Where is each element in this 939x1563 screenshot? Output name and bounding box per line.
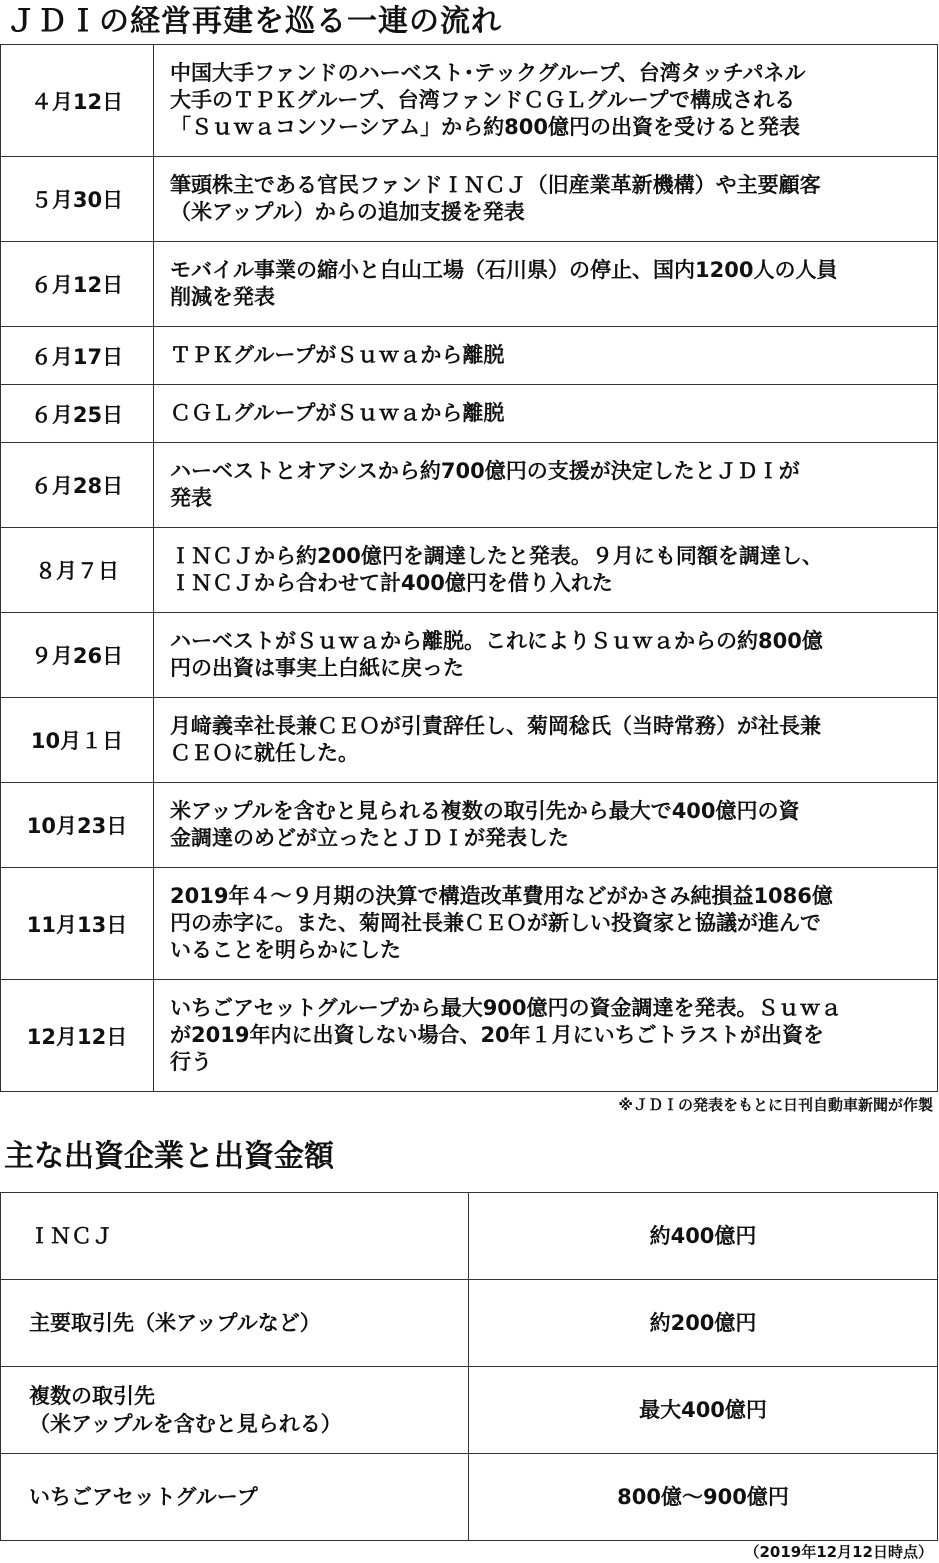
investor-name: いちごアセットグループ [1,1454,469,1541]
table-row [1,45,938,157]
event-description: ハーベストとオアシスから約700億円の支援が決定したとＪＤＩが 発表 [154,443,938,528]
event-date: ６月25日 [1,385,154,443]
event-date: ６月17日 [1,327,154,385]
investor-name: 主要取引先（米アップルなど） [1,1280,469,1367]
investor-name: 複数の取引先 （米アップルを含むと見られる） [1,1367,469,1454]
event-description: 中国大手ファンドのハーベスト･テックグループ、台湾タッチパネル 大手のＴＰＫグループ、台湾ファンドＣＧＬグループで構成される 「Ｓｕｗａコンソーシアム」から約800億円の出資を受けると発表 [154,45,938,157]
event-date: ６月12日 [1,242,154,327]
table-row [1,613,938,698]
event-description: 2019年４～９月期の決算で構造改革費用などがかさみ純損益1086億 円の赤字に。また、菊岡社長兼ＣＥＯが新しい投資家と協議が進んで いることを明らかにした [154,868,938,980]
event-description: ＣＧＬグループがＳｕｗａから離脱 [154,385,938,443]
investors-table [0,1192,938,1541]
event-date: ９月26日 [1,613,154,698]
event-description: モバイル事業の縮小と白山工場（石川県）の停止、国内1200人の人員 削減を発表 [154,242,938,327]
event-date: ５月30日 [1,157,154,242]
timeline-table [0,44,938,1092]
event-date: ８月７日 [1,528,154,613]
section-title: 主な出資企業と出資金額 [4,1139,334,1174]
table-row [1,1367,938,1454]
table-row [1,528,938,613]
table-row [1,698,938,783]
event-date: 11月13日 [1,868,154,980]
investment-amount: 800億～900億円 [469,1454,938,1541]
event-description: ハーベストがＳｕｗａから離脱。これによりＳｕｗａからの約800億 円の出資は事実上白紙に戻った [154,613,938,698]
event-date: 10月１日 [1,698,154,783]
table-row [1,1454,938,1541]
page-title: ＪＤＩの経営再建を巡る一連の流れ [6,4,502,39]
source-note: ※ＪＤＩの発表をもとに日刊自動車新聞が作製 [618,1096,933,1114]
investment-amount: 約400億円 [469,1193,938,1280]
event-description: 月﨑義幸社長兼ＣＥＯが引責辞任し、菊岡稔氏（当時常務）が社長兼 ＣＥＯに就任した。 [154,698,938,783]
table-row [1,242,938,327]
event-description: いちごアセットグループから最大900億円の資金調達を発表。Ｓｕｗａ が2019年内に出資しない場合、20年１月にいちごトラストが出資を 行う [154,980,938,1092]
table-row [1,327,938,385]
event-description: ＩＮＣＪから約200億円を調達したと発表。９月にも同額を調達し、 ＩＮＣＪから合わせて計400億円を借り入れた [154,528,938,613]
table-row [1,1280,938,1367]
event-date: ４月12日 [1,45,154,157]
event-description: ＴＰＫグループがＳｕｗａから離脱 [154,327,938,385]
event-date: 10月23日 [1,783,154,868]
table-row [1,1193,938,1280]
table-row [1,443,938,528]
event-date: 12月12日 [1,980,154,1092]
as-of-note: （2019年12月12日時点） [744,1543,933,1561]
table-row [1,157,938,242]
event-description: 米アップルを含むと見られる複数の取引先から最大で400億円の資 金調達のめどが立ったとＪＤＩが発表した [154,783,938,868]
event-date: ６月28日 [1,443,154,528]
table-row [1,868,938,980]
investment-amount: 約200億円 [469,1280,938,1367]
event-description: 筆頭株主である官民ファンドＩＮＣＪ（旧産業革新機構）や主要顧客 （米アップル）からの追加支援を発表 [154,157,938,242]
table-row [1,783,938,868]
table-row [1,385,938,443]
investment-amount: 最大400億円 [469,1367,938,1454]
table-row [1,980,938,1092]
investor-name: ＩＮＣＪ [1,1193,469,1280]
